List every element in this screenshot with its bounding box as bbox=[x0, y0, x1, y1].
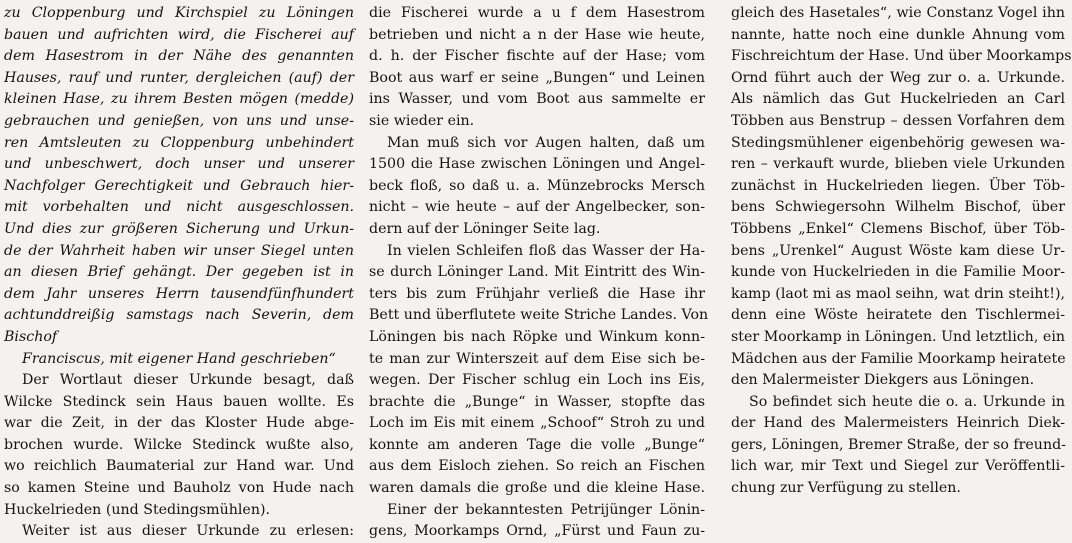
text-line: gebrauchen und genießen, von uns und unse- bbox=[4, 112, 354, 129]
text-line: Löningen bis nach Röpke und Winkum konn- bbox=[369, 328, 705, 345]
text-line: den Malermeister Diekgers aus Löningen. bbox=[731, 372, 1035, 389]
text-line: achtunddreißig samstags nach Severin, dem bbox=[4, 307, 354, 324]
text-line: Und dies zur größeren Sicherung und Urkun- bbox=[4, 220, 354, 237]
text-line: bauen und aufrichten wird, die Fischerei auf bbox=[4, 26, 354, 43]
text-line: der Hand des Malermeisters Heinrich Diek- bbox=[731, 415, 1065, 432]
text-line: Stedingsmühlener eigenbehörig gewesen wa- bbox=[731, 134, 1065, 151]
text-line: betrieben und nicht a n der Hase wie heute, bbox=[369, 26, 705, 43]
text-line: kunde von Huckelrieden in die Familie Moor- bbox=[731, 264, 1065, 281]
text-line: Boot aus warf er seine „Bungen“ und Leinen bbox=[369, 69, 705, 86]
text-line: wegen. Der Fischer schlug ein Loch ins Eis, bbox=[369, 372, 705, 389]
text-line: nicht – wie heute – auf der Angelbecker, son- bbox=[369, 199, 705, 216]
text-line: Wilcke Stedinck sein Haus bauen wollte. Es bbox=[4, 393, 354, 410]
text-line: brochen wurde. Wilcke Stedinck wußte also, bbox=[4, 436, 354, 453]
text-line: die Fischerei wurde a u f dem Hasestrom bbox=[369, 5, 705, 21]
text-line: Als nämlich das Gut Huckelrieden an Carl bbox=[731, 91, 1065, 108]
text-line: wo reichlich Baumaterial zur Hand war. Und bbox=[4, 458, 354, 475]
text-line: Franciscus, mit eigener Hand geschrieben“ bbox=[22, 350, 336, 367]
column-3 bbox=[731, 0, 1072, 499]
text-line: Huckelrieden (und Stedingsmühlen). bbox=[4, 501, 271, 518]
text-line: aus dem Eisloch ziehen. So reich an Fischen bbox=[369, 458, 705, 475]
text-line: 1500 die Hase zwischen Löningen und Angel- bbox=[369, 156, 705, 173]
text-line: Weiter ist aus dieser Urkunde zu erlesen: bbox=[22, 523, 354, 540]
text-line: so kamen Steine und Bauholz von Hude nach bbox=[4, 480, 354, 497]
text-line: konnte am anderen Tage die volle „Bunge“ bbox=[369, 436, 705, 453]
column-2 bbox=[369, 0, 709, 540]
text-line: de der Wahrheit haben wir unser Siegel unten bbox=[4, 242, 354, 259]
text-line: se durch Löninger Land. Mit Eintritt des Win- bbox=[369, 264, 705, 281]
text-line: gers, Löningen, Bremer Straße, der so freund- bbox=[731, 436, 1066, 453]
column-1 bbox=[4, 0, 354, 540]
text-line: ters bis zum Frühjahr verließ die Hase ihr bbox=[369, 285, 705, 302]
text-line: Ornd führt auch der Weg zur o. a. Urkunde. bbox=[731, 69, 1065, 86]
text-line: dem Jahr unseres Herrn tausendfünfhundert bbox=[4, 285, 354, 302]
text-line: ster Moorkamp in Löningen. Und letztlich, ein bbox=[731, 328, 1065, 345]
text-line: te man zur Winterszeit auf dem Eise sich be- bbox=[369, 350, 705, 367]
text-line: Loch im Eis mit einem „Schoof“ Stroh zu und bbox=[369, 415, 705, 432]
text-line: gleich des Hasetales“, wie Constanz Vogel ihn bbox=[731, 5, 1065, 21]
text-line: kleinen Hase, zu ihrem Besten mögen (medde) bbox=[4, 91, 354, 108]
text-line: So befindet sich heute die o. a. Urkunde in bbox=[749, 393, 1065, 410]
text-line: zunächst in Huckelrieden liegen. Über Töb- bbox=[731, 177, 1065, 194]
text-line: denn eine Wöste heiratete den Tischlermei- bbox=[731, 307, 1065, 324]
text-line: d. h. der Fischer fischte auf der Hase; vom bbox=[369, 48, 705, 65]
text-line: Bett und überflutete weite Striche Landes. Von bbox=[369, 307, 709, 324]
text-line: sie wieder ein. bbox=[369, 112, 475, 129]
text-line: mit vorbehalten und nicht ausgeschlossen. bbox=[4, 199, 354, 216]
text-line: gens, Moorkamps Ornd, „Fürst und Faun zu- bbox=[369, 523, 705, 540]
text-line: dem Hasestrom in der Nähe des genannten bbox=[4, 48, 354, 65]
text-line: und unbeschwert, doch unser und unserer bbox=[4, 156, 354, 173]
text-line: kamp (laot mi as maol seihn, wat drin steiht!), bbox=[731, 285, 1065, 302]
text-line: Fischreichtum der Hase. Und über Moorkamps bbox=[731, 48, 1072, 65]
text-line: Einer der bekanntesten Petrijünger Lönin- bbox=[387, 501, 705, 518]
text-line: ins Wasser, und vom Boot aus sammelte er bbox=[369, 91, 705, 108]
text-line: bens „Urenkel“ August Wöste kam diese Ur- bbox=[731, 242, 1065, 259]
text-line: brachte die „Bunge“ in Wasser, stopfte das bbox=[369, 393, 705, 410]
text-line: nannte, hatte noch eine dunkle Ahnung vom bbox=[731, 26, 1065, 43]
text-line: Der Wortlaut dieser Urkunde besagt, daß bbox=[22, 372, 354, 389]
text-line: dern auf der Löninger Seite lag. bbox=[369, 220, 601, 237]
text-line: zu Cloppenburg und Kirchspiel zu Löningen bbox=[4, 5, 354, 21]
text-line: an diesen Brief gehängt. Der gegeben ist in bbox=[4, 264, 354, 281]
text-line: ren Amtsleuten zu Cloppenburg unbehindert bbox=[4, 134, 354, 151]
text-line: lich war, mir Text und Siegel zur Veröffentli- bbox=[731, 458, 1065, 475]
text-line: In vielen Schleifen floß das Wasser der Ha- bbox=[387, 242, 705, 259]
text-line: chung zur Verfügung zu stellen. bbox=[731, 480, 961, 497]
text-line: war die Zeit, in der das Kloster Hude abge- bbox=[4, 415, 354, 432]
text-line: Man muß sich vor Augen halten, daß um bbox=[387, 134, 705, 151]
text-line: Nachfolger Gerechtigkeit und Gebrauch hier- bbox=[4, 177, 354, 194]
text-line: bens Schwiegersohn Wilhelm Bischof, über bbox=[731, 199, 1065, 216]
text-line: ren – verkauft wurde, blieben viele Urkunden bbox=[731, 156, 1065, 173]
text-line: waren damals die große und die kleine Hase. bbox=[369, 480, 705, 497]
text-line: Mädchen aus der Familie Moorkamp heiratete bbox=[731, 350, 1066, 367]
text-line: Többen aus Benstrup – dessen Vorfahren dem bbox=[731, 112, 1065, 129]
text-line: Hauses, rauf und runter, dergleichen (auf) der bbox=[4, 69, 354, 86]
text-line: Többens „Enkel“ Clemens Bischof, über Töb- bbox=[731, 220, 1065, 237]
text-line: Bischof bbox=[4, 328, 58, 345]
text-line: beck floß, so daß u. a. Münzebrocks Mersch bbox=[369, 177, 705, 194]
